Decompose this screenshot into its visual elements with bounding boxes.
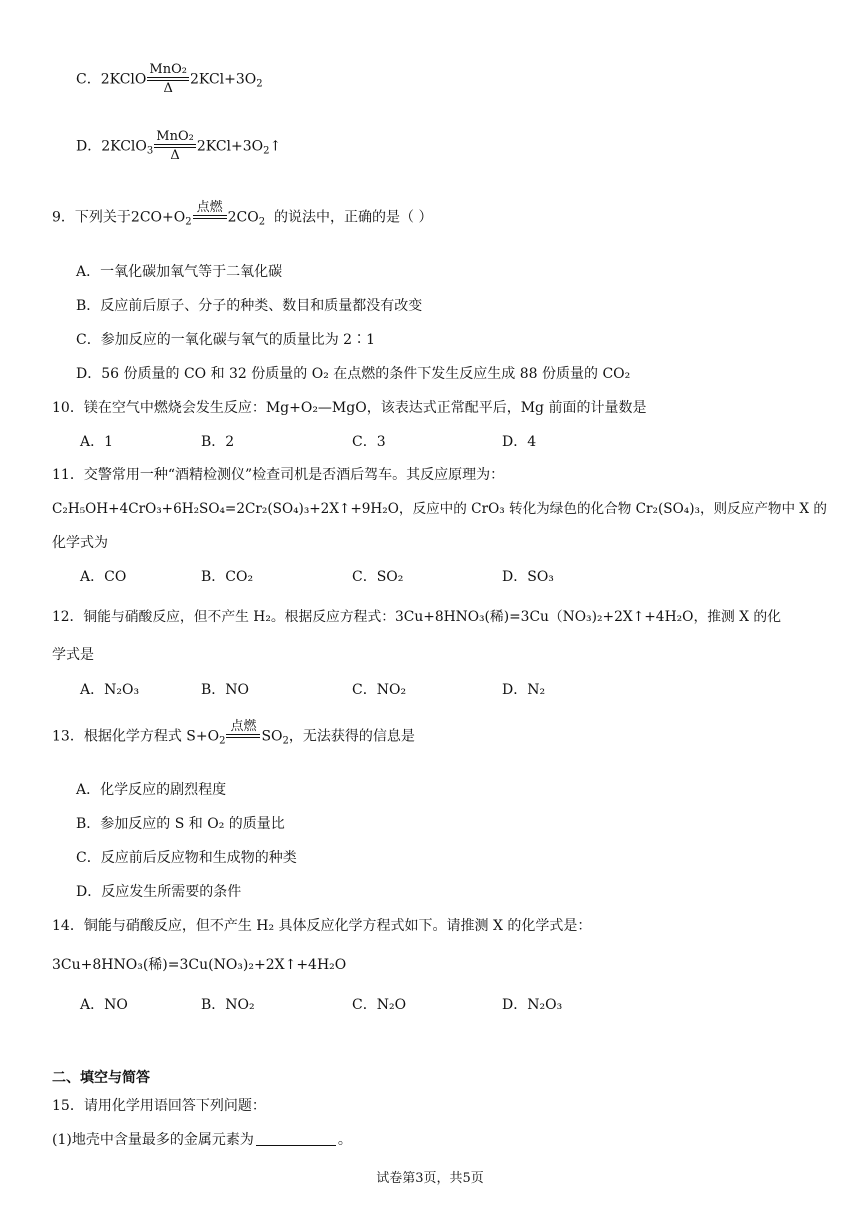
option-letter: C． (76, 71, 101, 88)
q14-option-b: B．NO₂ (201, 997, 255, 1013)
question-number: 13． (52, 728, 84, 745)
q14-stem-line1: 14．铜能与硝酸反应，但不产生 H₂ 具体反应化学方程式如下。请推测 X 的化学式是： (52, 918, 592, 934)
q9-option-c: C．参加反应的一氧化碳与氧气的质量比为 2∶1 (76, 332, 375, 348)
q10-option-a: A．1 (80, 434, 114, 450)
q12-option-b: B．NO (201, 682, 250, 698)
stem-text: 的说法中，正确的是（ ） (274, 209, 433, 226)
q12-option-c: C．NO₂ (352, 682, 407, 698)
equation-lhs: 2CO+O (130, 209, 186, 226)
q11-stem-line1: 11．交警常用一种“酒精检测仪”检查司机是否酒后驾车。其反应原理为： (52, 467, 505, 483)
q8-option-c: C．2KClO MnO₂ Δ $2KCl+3O_2$ (76, 62, 263, 96)
gas-arrow: ↑ (269, 138, 282, 155)
catalyst-label: MnO₂ (156, 129, 194, 144)
q10-stem: 10．镁在空气中燃烧会发生反应：Mg+O₂—MgO，该表达式正常配平后，Mg 前面的计量数是 (52, 400, 647, 416)
q12-stem-line1: 12．铜能与硝酸反应，但不产生 H₂。根据反应方程式：3Cu+8HNO₃(稀)=3Cu（NO₃)₂+2X↑+4H₂O，推测 X 的化 (52, 609, 782, 625)
question-punct: 。 (337, 1132, 352, 1148)
reaction-condition (154, 129, 196, 164)
page-footer: 试卷第3页，共5页 (376, 1171, 484, 1186)
stem-text: ，无法获得的信息是 (288, 728, 415, 745)
q15-part1 (52, 1131, 352, 1149)
equation-rhs: SO (261, 728, 283, 745)
q12-stem-line2: 学式是 (52, 647, 94, 663)
reaction-condition (226, 719, 260, 754)
q14-option-d: D．N₂O₃ (502, 997, 563, 1013)
q13-option-d: D．反应发生所需要的条件 (76, 884, 242, 900)
q11-stem-line2: C₂H₅OH+4CrO₃+6H₂SO₄=2Cr₂(SO₄)₃+2X↑+9H₂O，反应中的 CrO₃ 转化为绿色的化合物 Cr₂(SO₄)₃，则反应产物中 X 的 (52, 501, 828, 517)
heat-symbol: Δ (163, 81, 173, 96)
q13-stem: 13．根据化学方程式 $S+O_2$ 点燃 $SO_2$，无法获得的信息是 (52, 719, 415, 754)
product: 2KCl+3O (196, 138, 264, 155)
product: 2KCl+3O (189, 71, 257, 88)
q8-option-d: D．2KClO$_3$ MnO₂ Δ $2KCl+3O_2↑$ (76, 129, 282, 163)
equation-rhs: 2CO (227, 209, 259, 226)
option-letter: D． (76, 138, 102, 155)
q10-option-b: B．2 (201, 434, 235, 450)
q12-option-d: D．N₂ (502, 682, 546, 698)
q10-option-c: C．3 (352, 434, 386, 450)
q9-stem: 9．下列关于$2CO+O_2$ 点燃 $2CO_2$ 的说法中，正确的是（ ） (52, 200, 432, 235)
q11-option-d: D．SO₃ (502, 569, 554, 585)
reactant: 2KClO (100, 71, 147, 88)
question-text: (1)地壳中含量最多的金属元素为 (52, 1132, 254, 1148)
reactant: 2KClO (101, 138, 147, 155)
q14-option-a: A．NO (80, 997, 128, 1013)
stem-text: 下列关于 (74, 209, 131, 226)
q9-option-b: B．反应前后原子、分子的种类、数目和质量都没有改变 (76, 298, 423, 314)
q11-option-c: C．SO₂ (352, 569, 404, 585)
q11-option-a: A．CO (80, 569, 127, 585)
q14-option-c: C．N₂O (352, 997, 407, 1013)
reaction-condition (193, 200, 227, 235)
stem-text: 根据化学方程式 S+O (83, 728, 220, 745)
q12-option-a: A．N₂O₃ (80, 682, 140, 698)
ignite-label: 点燃 (196, 200, 223, 215)
reaction-condition (147, 62, 189, 97)
q11-option-b: B．CO₂ (201, 569, 254, 585)
q9-option-d: D．56 份质量的 CO 和 32 份质量的 O₂ 在点燃的条件下发生反应生成 88 份质量的 CO₂ (76, 366, 631, 382)
catalyst-label: MnO₂ (149, 62, 187, 77)
section-title: 二、填空与简答 (52, 1070, 150, 1086)
q13-option-a: A．化学反应的剧烈程度 (76, 782, 227, 798)
q13-option-c: C．反应前后反应物和生成物的种类 (76, 850, 297, 866)
q14-equation: 3Cu+8HNO₃(稀)=3Cu(NO₃)₂+2X↑+4H₂O (52, 957, 347, 973)
q15-stem: 15．请用化学用语回答下列问题： (52, 1098, 266, 1114)
heat-symbol: Δ (170, 148, 180, 163)
q11-stem-line3: 化学式为 (52, 535, 108, 551)
q9-option-a: A．一氧化碳加氧气等于二氧化碳 (76, 264, 283, 280)
q13-option-b: B．参加反应的 S 和 O₂ 的质量比 (76, 816, 285, 832)
question-number: 9． (52, 209, 75, 226)
answer-blank[interactable] (256, 1131, 336, 1146)
ignite-label: 点燃 (230, 719, 257, 734)
q10-option-d: D．4 (502, 434, 537, 450)
